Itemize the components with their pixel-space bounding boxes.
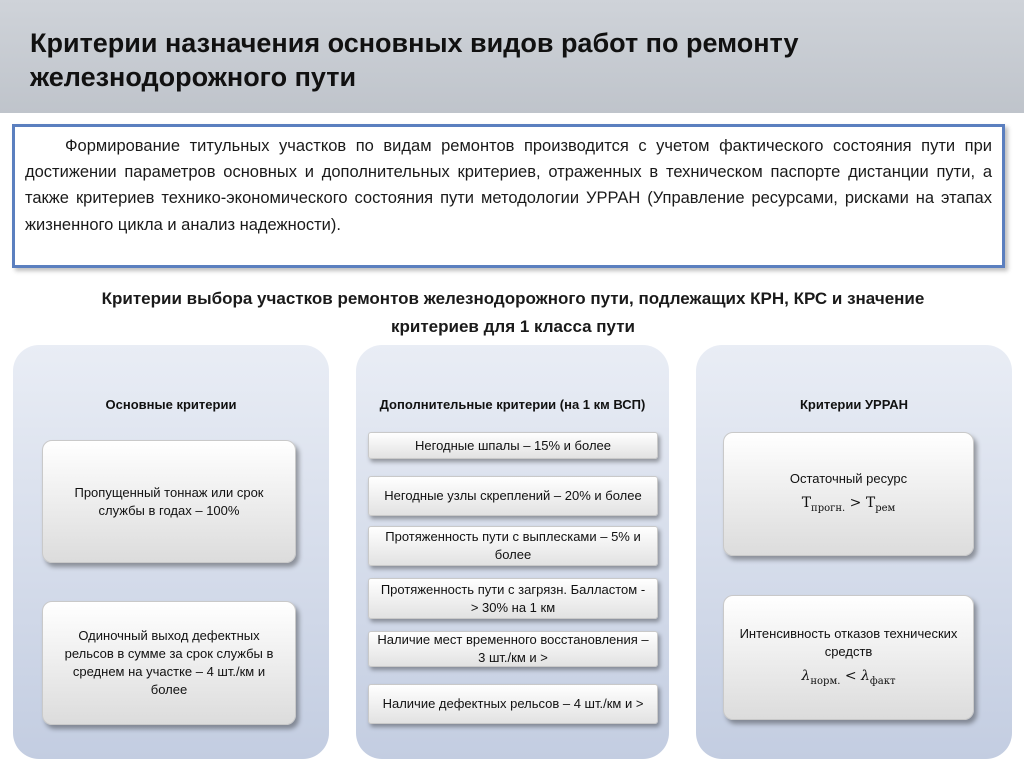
additional-criteria-card-1 bbox=[368, 432, 658, 459]
title-line-1: Критерии назначения основных видов работ по ремонту bbox=[30, 28, 799, 58]
subtitle-line-2: критериев для 1 класса пути bbox=[391, 317, 635, 336]
additional-criteria-text-5: Наличие мест временного восстановления – 3 шт./км и > bbox=[377, 632, 649, 665]
main-criteria-panel bbox=[13, 345, 329, 759]
page-title bbox=[30, 26, 990, 94]
main-criteria-card-2 bbox=[42, 601, 296, 725]
urran-residual-card bbox=[723, 432, 974, 556]
main-criteria-text-2: Одиночный выход дефектных рельсов в сумме за срок службы в среднем на участке – 4 шт./км и более bbox=[64, 628, 274, 697]
intro-text: Формирование титульных участков по видам ремонтов производится с учетом фактического состояния пути при достижении параметров основных и дополнительных критериев, отраженных в техническом паспорте дистанции пути, а также критериев технико-экономического состояния пути методологии УРРАН (Управление ресурсами, рисками на этапах жизненного цикла и анализ надежности). bbox=[25, 137, 992, 234]
additional-criteria-title: Дополнительные критерии (на 1 км ВСП) bbox=[379, 397, 646, 412]
residual-resource-label: Остаточный ресурс bbox=[789, 471, 908, 487]
additional-criteria-card-5 bbox=[368, 631, 658, 667]
header-bar bbox=[0, 0, 1024, 113]
additional-criteria-card-2 bbox=[368, 476, 658, 516]
additional-criteria-text-4: Протяженность пути с загрязн. Балластом - > 30% на 1 км bbox=[380, 581, 646, 615]
failure-intensity-label: Интенсивность отказов технических средств bbox=[739, 625, 958, 659]
title-line-2: железнодорожного пути bbox=[30, 62, 357, 92]
additional-criteria-card-6 bbox=[368, 684, 658, 724]
intro-box bbox=[12, 124, 1005, 268]
additional-criteria-text-6: Наличие дефектных рельсов – 4 шт./км и > bbox=[382, 696, 644, 711]
residual-resource-formula: $T_{прогн.} > T_{рем}$ bbox=[801, 495, 896, 514]
subtitle-line-1: Критерии выбора участков ремонтов железнодорожного пути, подлежащих КРН, КРС и значение bbox=[101, 289, 925, 308]
additional-criteria-panel bbox=[356, 345, 669, 759]
urran-criteria-title: Критерии УРРАН bbox=[799, 397, 909, 412]
urran-failure-card bbox=[723, 595, 974, 720]
main-criteria-card-1 bbox=[42, 440, 296, 563]
main-criteria-text-1: Пропущенный тоннаж или срок службы в годах – 100% bbox=[74, 484, 264, 518]
additional-criteria-text-1: Негодные шпалы – 15% и более bbox=[415, 437, 611, 453]
additional-criteria-card-3 bbox=[368, 526, 658, 566]
additional-criteria-text-3: Протяженность пути с выплесками – 5% и более bbox=[385, 529, 641, 562]
failure-intensity-formula: $\lambda_{норм.} < \lambda_{факт}$ bbox=[801, 667, 896, 687]
main-criteria-title: Основные критерии bbox=[105, 397, 237, 412]
urran-criteria-panel bbox=[696, 345, 1012, 759]
additional-criteria-card-4 bbox=[368, 578, 658, 619]
section-subtitle bbox=[14, 285, 1012, 341]
additional-criteria-text-2: Негодные узлы скреплений – 20% и более bbox=[384, 488, 642, 503]
